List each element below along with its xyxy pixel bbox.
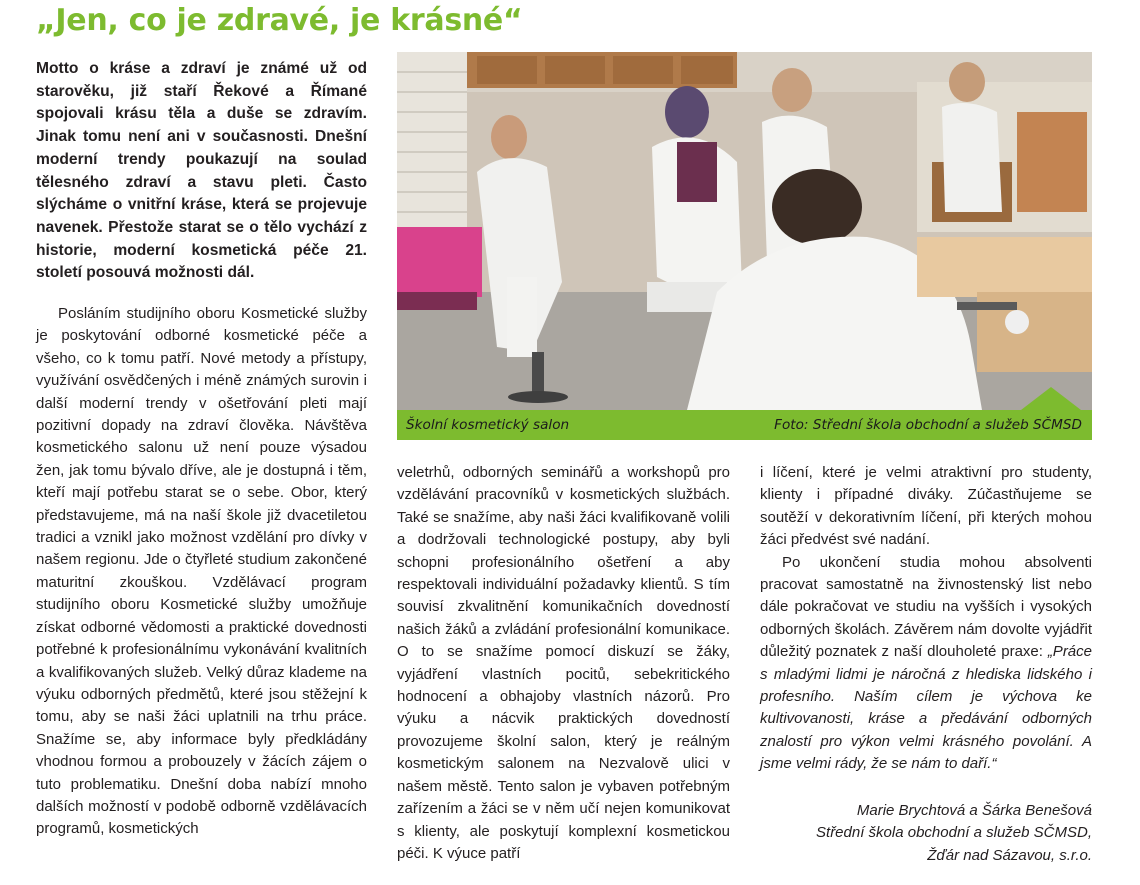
body-paragraph: i líčení, které je velmi atraktivní pro studenty, klienty i případné diváky. Zúčastňujeme se soutěží v dekorativním líčení, při kterých mohou žáci předvést své nadání.: [760, 464, 1092, 549]
article-lead: Motto o kráse a zdraví je známé už od starověku, již staří Řekové a Římané spojovali krásu těla a duše se zdravím. Jinak tomu není ani v současnosti. Dnešní moderní trendy poukazují na soulad tělesného zdraví a stavu pleti. Často slýcháme o vnitřní kráse, která se projevuje navenek. Přestože starat se o tělo vychází z historie, moderní kosmetická péče 21. století posouvá možnosti dál.: [36, 60, 367, 282]
signature-place: Žďár nad Sázavou, s.r.o.: [927, 846, 1092, 864]
photo-caption: [397, 410, 1092, 440]
closing-quote: „Práce s mladými lidmi je náročná z hlediska lidského i profesního. Naším cílem je výchova ke kultivovanosti, kráse a předávání odborných znalostí pro výkon velmi krásného povolání. A jsme velmi rády, že se nám to daří.“: [760, 643, 1092, 773]
caption-title: Školní kosmetický salon: [406, 417, 570, 433]
article-column-3: [760, 462, 1092, 776]
article-title: „Jen, co je zdravé, je krásné“: [36, 3, 523, 38]
signature-authors: Marie Brychtová a Šárka Benešová: [856, 802, 1092, 819]
signature-school: Střední škola obchodní a služeb SČMSD,: [816, 824, 1092, 842]
article-column-2: [397, 462, 730, 865]
body-paragraph: veletrhů, odborných seminářů a workshopů pro vzdělávání pracovníků v kosmetických službách. Také se snažíme, aby naši žáci kvalifikovaně volili a dodržovali technologické postupy, aby byli schopni profesionálního ošetření a aby respektovali individuální požadavky klientů. S tím souvisí zkvalitnění komunikačních dovedností našich žáků a zvládání profesionální komunikace. O to se snažíme pomocí diskuzí se žáky, vyjádření vlastních pocitů, sebekritického hodnocení a obhajoby vlastních názorů. Pro výuku a nácvik praktických dovedností provozujeme školní salon, který je reálným kosmetickým salonem na Nezvalově ulici v našem městě. Tento salon je vybaven potřebným zařízením a žáci se v něm učí nejen komunikovat s klienty, ale poskytují komplexní kosmetickou péči. K výuce patří: [397, 464, 730, 862]
closing-text: Po ukončení studia mohou absolventi pracovat samostatně na živnostenský list nebo dále pokračovat ve studiu na vyšších i vysokých odborných školách. Závěrem nám dovolte vyjádřit důležitý poznatek z naší dlouholeté praxe:: [760, 553, 1092, 661]
article-column-1: [36, 303, 367, 841]
caption-credit: Foto: Střední škola obchodní a služeb SČMSD: [774, 417, 1082, 433]
body-paragraph: Posláním studijního oboru Kosmetické služby je poskytování odborné kosmetické péče a všeho, co k tomu patří. Nové metody a přístupy, využívání osvědčených i méně známých surovin i další moderní trendy v ošetřování pleti mají pozitivní dopady na zdraví člověka. Návštěva kosmetického salonu už není pouze výsadou žen, jak tomu bývalo dříve, ale je dostupná i těm, kteří mají potřebu starat se o sebe. Obor, který představujeme, má na naší škole již dvacetiletou tradici a vznikl jako možnost vzdělání pro dívky v našem regionu. Jde o čtyřleté studium zakončené maturitní zkouškou. Vzdělávací program studijního oboru Kosmetické služby umožňuje získat odborné vědomosti a praktické dovednosti potřebné k profesionálnímu vykonávání kvalitních a kvalifikovaných služeb. Velký důraz klademe na výuku odborných předmětů, které jsou stěžejní k tomu, aby se naši žáci uplatnili na trhu práce. Snažíme se, aby informace byly předkládány vhodnou formou a probouzely v žácích zájem o tuto problematiku. Dnešní doba nabízí mnoho dalších možností v podobě odborně vzdělávacích programů, kosmetických: [36, 305, 367, 838]
body-paragraph-closing: [760, 552, 1092, 776]
caption-tab: [1021, 387, 1081, 410]
article-signature: [760, 800, 1092, 867]
salon-photo: [397, 52, 1092, 410]
